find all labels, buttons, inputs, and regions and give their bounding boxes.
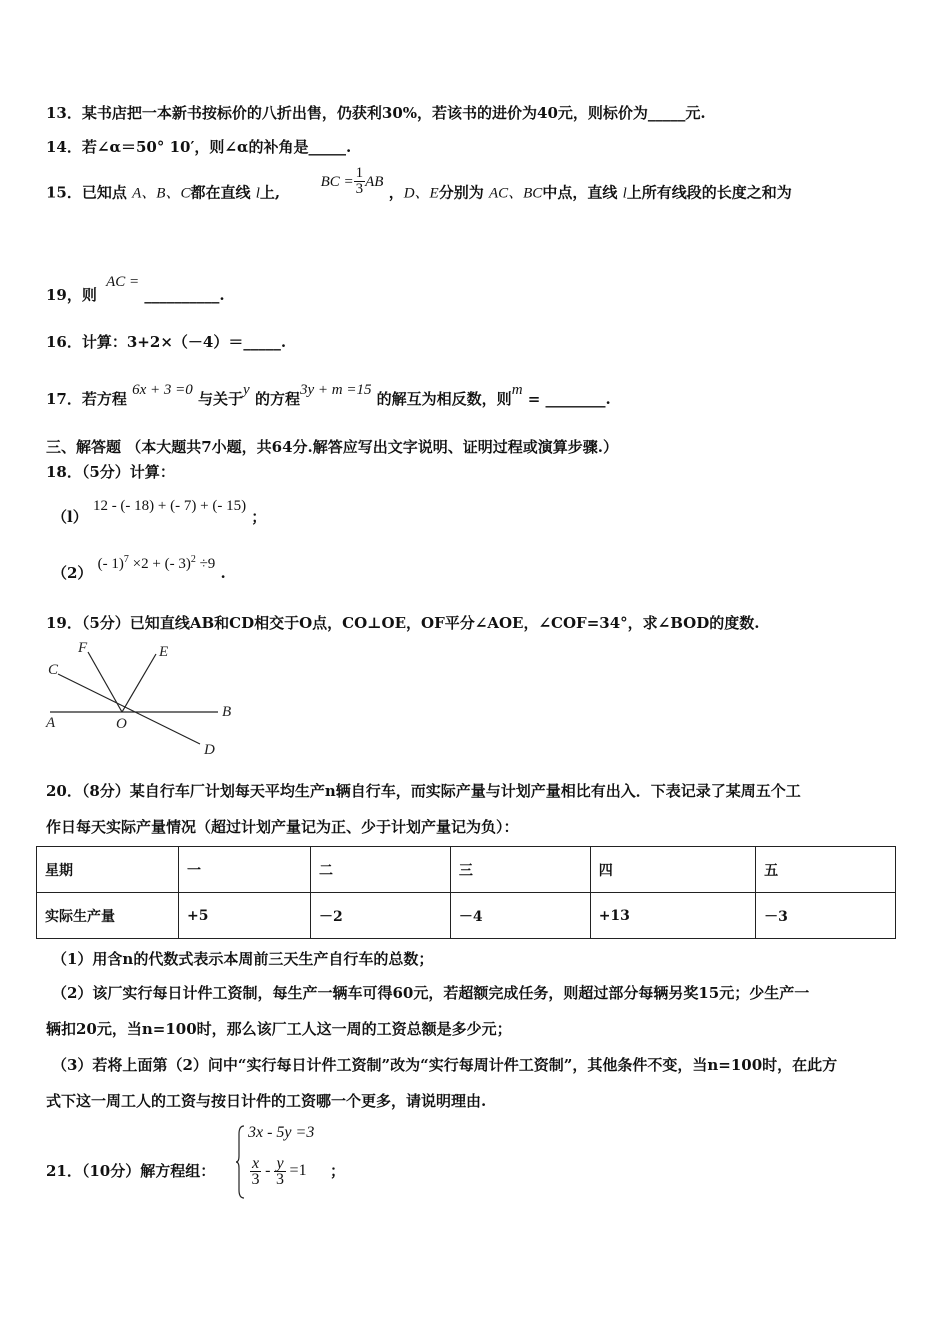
label-e: E bbox=[159, 644, 169, 660]
q18: 18．（5分）计算： bbox=[46, 463, 175, 481]
q18-item1: （l） 12 - (- 18) + (- 7) + (- 15) ； bbox=[52, 498, 267, 526]
q20-part3-cont: 式下这一周工人的工资与按日计件的工资哪一个更多，请说明理由. bbox=[46, 1092, 487, 1110]
table-cell: －4 bbox=[450, 893, 590, 939]
table-cell: 四 bbox=[590, 847, 755, 893]
table-cell: －2 bbox=[311, 893, 451, 939]
q20: 20．（8分）某自行车厂计划每天平均生产n辆自行车，而实际产量与计划产量相比有出入．下表记录了某周五个工 bbox=[46, 782, 801, 800]
q21-semicolon: ； bbox=[330, 1162, 346, 1180]
q20-part2-cont: 辆扣20元，当n=100时，那么该厂工人这一周的工资总额是多少元； bbox=[46, 1020, 512, 1038]
q15-line2: 19，则 AC = __________. bbox=[46, 274, 225, 304]
label-c: C bbox=[48, 662, 59, 678]
equation-2: $\frac{x}{3}$ - $\frac{y}{3}$ =1 bbox=[251, 1155, 307, 1188]
table-row bbox=[37, 893, 896, 939]
table-cell: －3 bbox=[756, 893, 896, 939]
q16: 16．计算：3+2×（－4）＝_____. bbox=[46, 333, 287, 351]
table-cell: 五 bbox=[756, 847, 896, 893]
q17: 17．若方程 6x + 3 =0 与关于y 的方程3y + m =15 的解互为相反数，则m = ________. bbox=[46, 382, 611, 408]
q19: 19．（5分）已知直线AB和CD相交于O点，CO⊥OE，OF平分∠AOE，∠COF=34°，求∠BOD的度数. bbox=[46, 614, 760, 632]
q20-line2: 作日每天实际产量情况（超过计划产量记为正、少于计划产量记为负）： bbox=[46, 818, 519, 836]
q20-part1: （1）用含n的代数式表示本周前三天生产自行车的总数； bbox=[52, 950, 434, 968]
q21: 21．（10分）解方程组： bbox=[46, 1162, 216, 1180]
label-d: D bbox=[204, 742, 215, 758]
q15: 15．已知点 A、B、C都在直线 l上, BC = $\frac{1}{3}$ AB ，D、E分别为 AC、BC中点，直线 l上所有线段的长度之和为 bbox=[46, 165, 792, 202]
section-3-heading: 三、解答题 （本大题共7小题，共64分.解答应写出文字说明、证明过程或演算步骤.） bbox=[46, 438, 618, 456]
table-cell: 二 bbox=[311, 847, 451, 893]
q14: 14．若∠α＝50° 10′，则∠α的补角是_____. bbox=[46, 138, 352, 156]
table-header-row bbox=[37, 847, 896, 893]
brace-icon bbox=[236, 1124, 246, 1200]
table-cell: 实际生产量 bbox=[37, 893, 179, 939]
label-f: F bbox=[78, 640, 88, 656]
table-cell: 星期 bbox=[37, 847, 179, 893]
q20-part3: （3）若将上面第（2）问中“实行每日计件工资制”改为“实行每周计件工资制”，其他条件不变，当n=100时，在此方 bbox=[52, 1056, 838, 1074]
table-cell: 三 bbox=[450, 847, 590, 893]
q13: 13．某书店把一本新书按标价的八折出售，仍获利30%，若该书的进价为40元，则标价为_____元. bbox=[46, 104, 706, 122]
table-cell: +5 bbox=[179, 893, 311, 939]
label-a: A bbox=[46, 715, 56, 731]
q20-part2: （2）该厂实行每日计件工资制，每生产一辆车可得60元，若超额完成任务，则超过部分每辆另奖15元；少生产一 bbox=[52, 984, 810, 1002]
q18-item2: （2） (- 1)$^7$ ×2 + (- 3)$^2$ ÷9 . bbox=[52, 554, 226, 582]
table-cell: 一 bbox=[179, 847, 311, 893]
table-cell: +13 bbox=[590, 893, 755, 939]
equation-1: 3x - 5y =3 bbox=[248, 1124, 315, 1141]
q19-figure bbox=[40, 636, 250, 764]
label-b: B bbox=[222, 704, 232, 720]
ray-oe bbox=[122, 654, 156, 712]
label-o: O bbox=[116, 716, 127, 732]
line-cd bbox=[58, 674, 200, 744]
production-table bbox=[36, 846, 896, 939]
ray-of bbox=[88, 652, 122, 712]
